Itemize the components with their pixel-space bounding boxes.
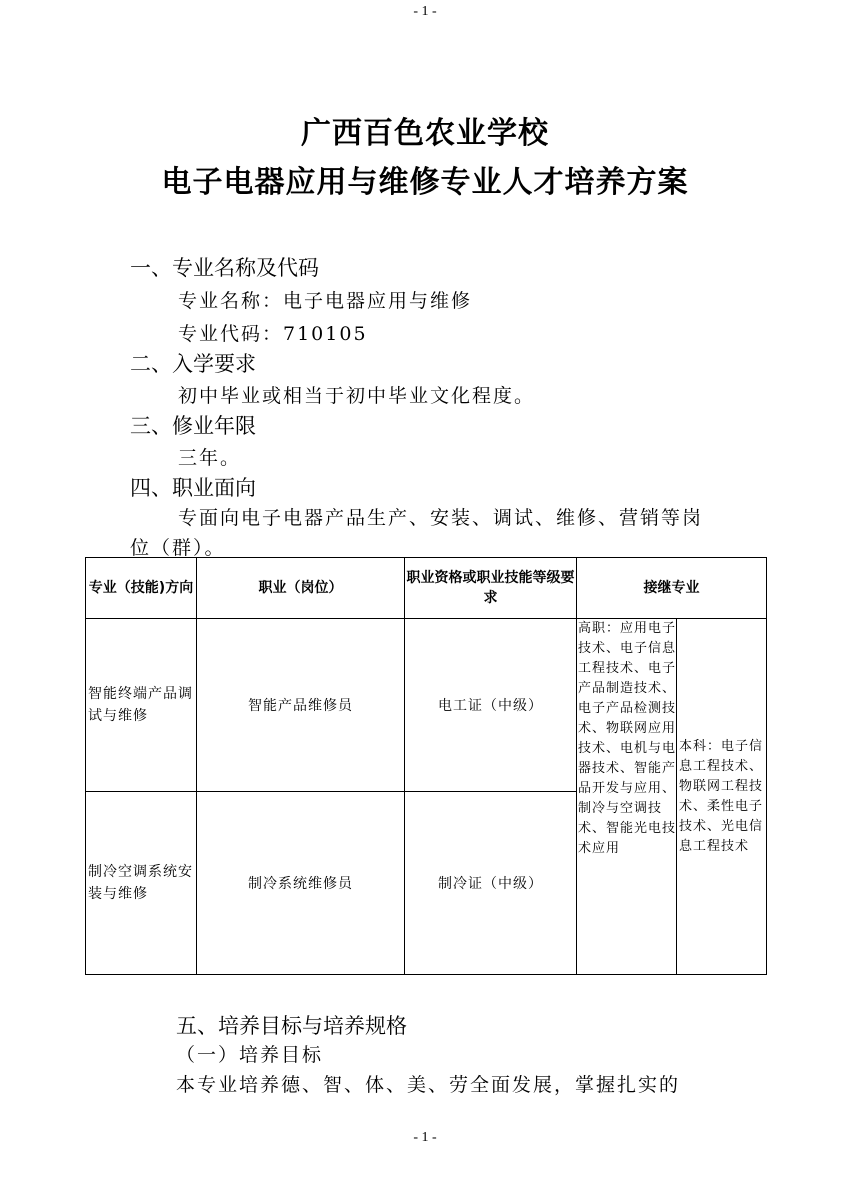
page-number-bottom: - 1 - [413,1130,437,1145]
cell-direction: 制冷空调系统安装与维修 [86,792,197,975]
header-direction: 专业（技能)方向 [86,558,197,619]
section1-heading: 一、专业名称及代码 [130,256,319,280]
section5-text: 本专业培养德、智、体、美、劳全面发展，掌握扎实的 [176,1074,681,1096]
section5-heading: 五、培养目标与培养规格 [176,1014,407,1038]
header-job: 职业（岗位） [197,558,405,619]
section4-heading: 四、职业面向 [130,476,256,500]
duration-text: 三年。 [178,447,242,469]
school-title: 广西百色农业学校 [301,116,549,151]
cell-certificate: 电工证（中级） [405,619,577,792]
major-name: 专业名称：电子电器应用与维修 [178,290,473,312]
table-header-row [86,558,767,619]
cell-undergraduate: 本科：电子信息工程技术、物联网工程技术、柔性电子技术、光电信息工程技术 [677,619,767,975]
document-title: 电子电器应用与维修专业人才培养方案 [161,165,689,200]
page-number-top: - 1 - [413,4,437,19]
section3-heading: 三、修业年限 [130,414,256,438]
section5-subheading: （一）培养目标 [176,1044,324,1066]
section2-heading: 二、入学要求 [130,352,256,376]
cell-higher-vocational: 高职：应用电子技术、电子信息工程技术、电子产品制造技术、电子产品检测技术、物联网应用技术、电机与电器技术、智能产品开发与应用、制冷与空调技术、智能光电技术应用 [577,619,677,975]
cell-certificate: 制冷证（中级） [405,792,577,975]
career-text-line1: 专面向电子电器产品生产、安装、调试、维修、营销等岗 [178,507,704,529]
header-continuation: 接继专业 [577,558,767,619]
admission-text: 初中毕业或相当于初中毕业文化程度。 [178,385,536,407]
major-code: 专业代码：710105 [178,323,368,345]
cell-job: 制冷系统维修员 [197,792,405,975]
cell-direction: 智能终端产品调试与维修 [86,619,197,792]
career-text-line2: 位（群）。 [130,537,226,559]
cell-job: 智能产品维修员 [197,619,405,792]
career-table [85,557,767,975]
header-certificate: 职业资格或职业技能等级要求 [405,558,577,619]
table-row [86,619,767,792]
